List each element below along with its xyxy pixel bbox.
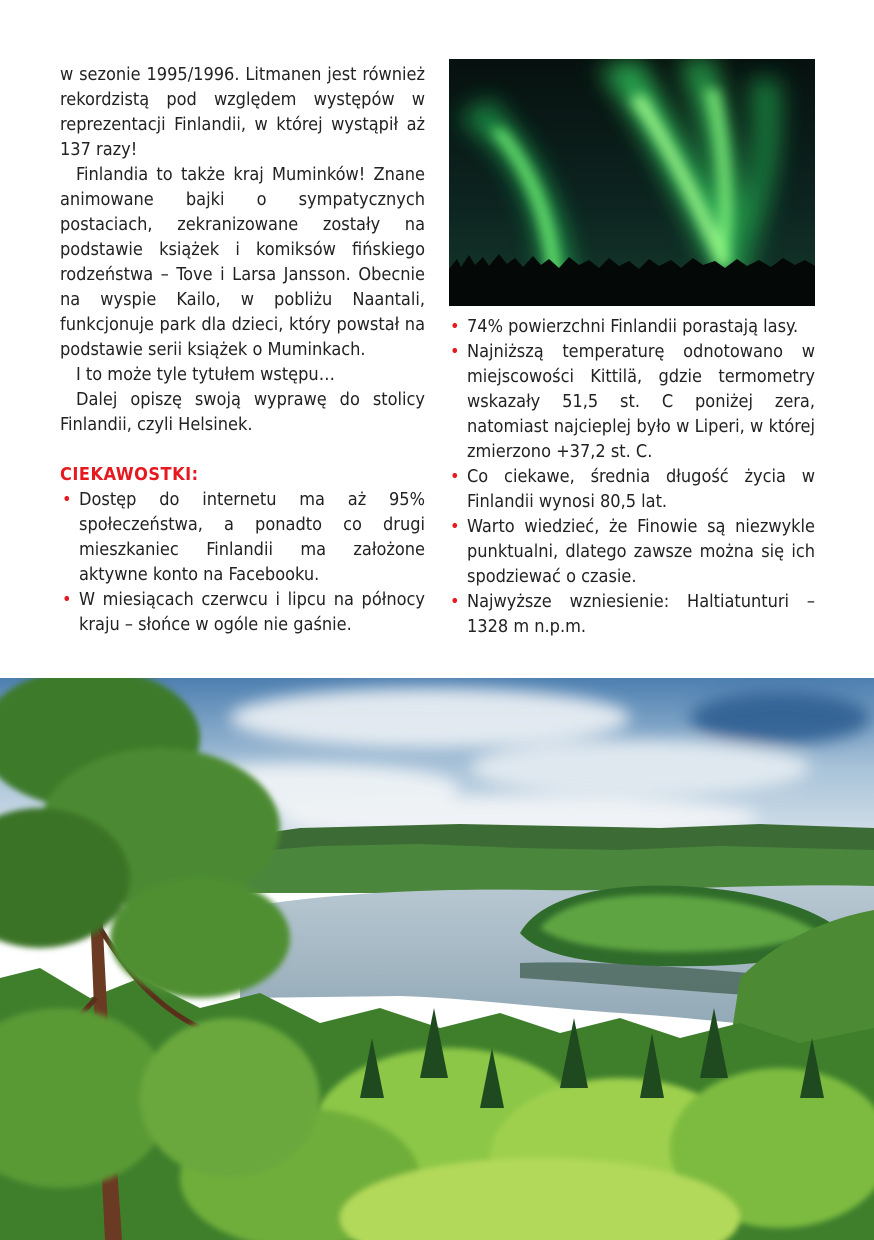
paragraph-wstep: I to może tyle tytułem wstępu… [76,364,335,385]
aurora-borealis-photo [449,59,815,306]
fun-facts-list-right [448,314,815,639]
list-item: • Najwyższe wzniesienie: Haltiatunturi – 1328 m n.p.m. [448,589,815,639]
spacer [60,437,425,462]
fun-facts-heading: CIEKAWOSTKI: [60,464,199,485]
right-text-column [448,314,815,639]
list-item: • Co ciekawe, średnia długość życia w Finlandii wynosi 80,5 lat. [448,464,815,514]
list-item: • W miesiącach czerwcu i lipcu na północy kraju – słońce w ogóle nie gaśnie. [60,587,425,637]
paragraph-helsinki: Dalej opiszę swoją wyprawę do stolicy Finlandii, czyli Helsinek. [60,389,425,435]
list-item: • Najniższą temperaturę odnotowano w miejscowości Kittilä, gdzie termometry wskazały 51,5 st. C poniżej zera, natomiast najcieplej było w Liperi, w której zmierzono +37,2 st. C. [448,339,815,464]
fun-facts-list-left [60,487,425,637]
paragraph-litmanen: w sezonie 1995/1996. Litmanen jest również rekordzistą pod względem występów w reprezentacji Finlandii, w której wystąpił aż 137 razy! [60,64,425,160]
list-item: • Dostęp do internetu ma aż 95% społeczeństwa, a ponadto co drugi mieszkaniec Finlandii ma założone aktywne konto na Facebooku. [60,487,425,587]
list-item: • 74% powierzchni Finlandii porastają lasy. [448,314,815,339]
finnish-lake-landscape-photo [0,678,874,1240]
paragraph-muminki: Finlandia to także kraj Muminków! Znane animowane bajki o sympatycznych postaciach, zekranizowane zostały na podstawie książek i komiksów fińskiego rodzeństwa – Tove i Larsa Jansson. Obecnie na wyspie Kailo, w pobliżu Naantali, funkcjonuje park dla dzieci, który powstał na podstawie serii książek o Muminkach. [60,164,425,360]
list-item: • Warto wiedzieć, że Finowie są niezwykle punktualni, dlatego zawsze można się ich spodziewać o czasie. [448,514,815,589]
left-text-column [60,62,425,637]
